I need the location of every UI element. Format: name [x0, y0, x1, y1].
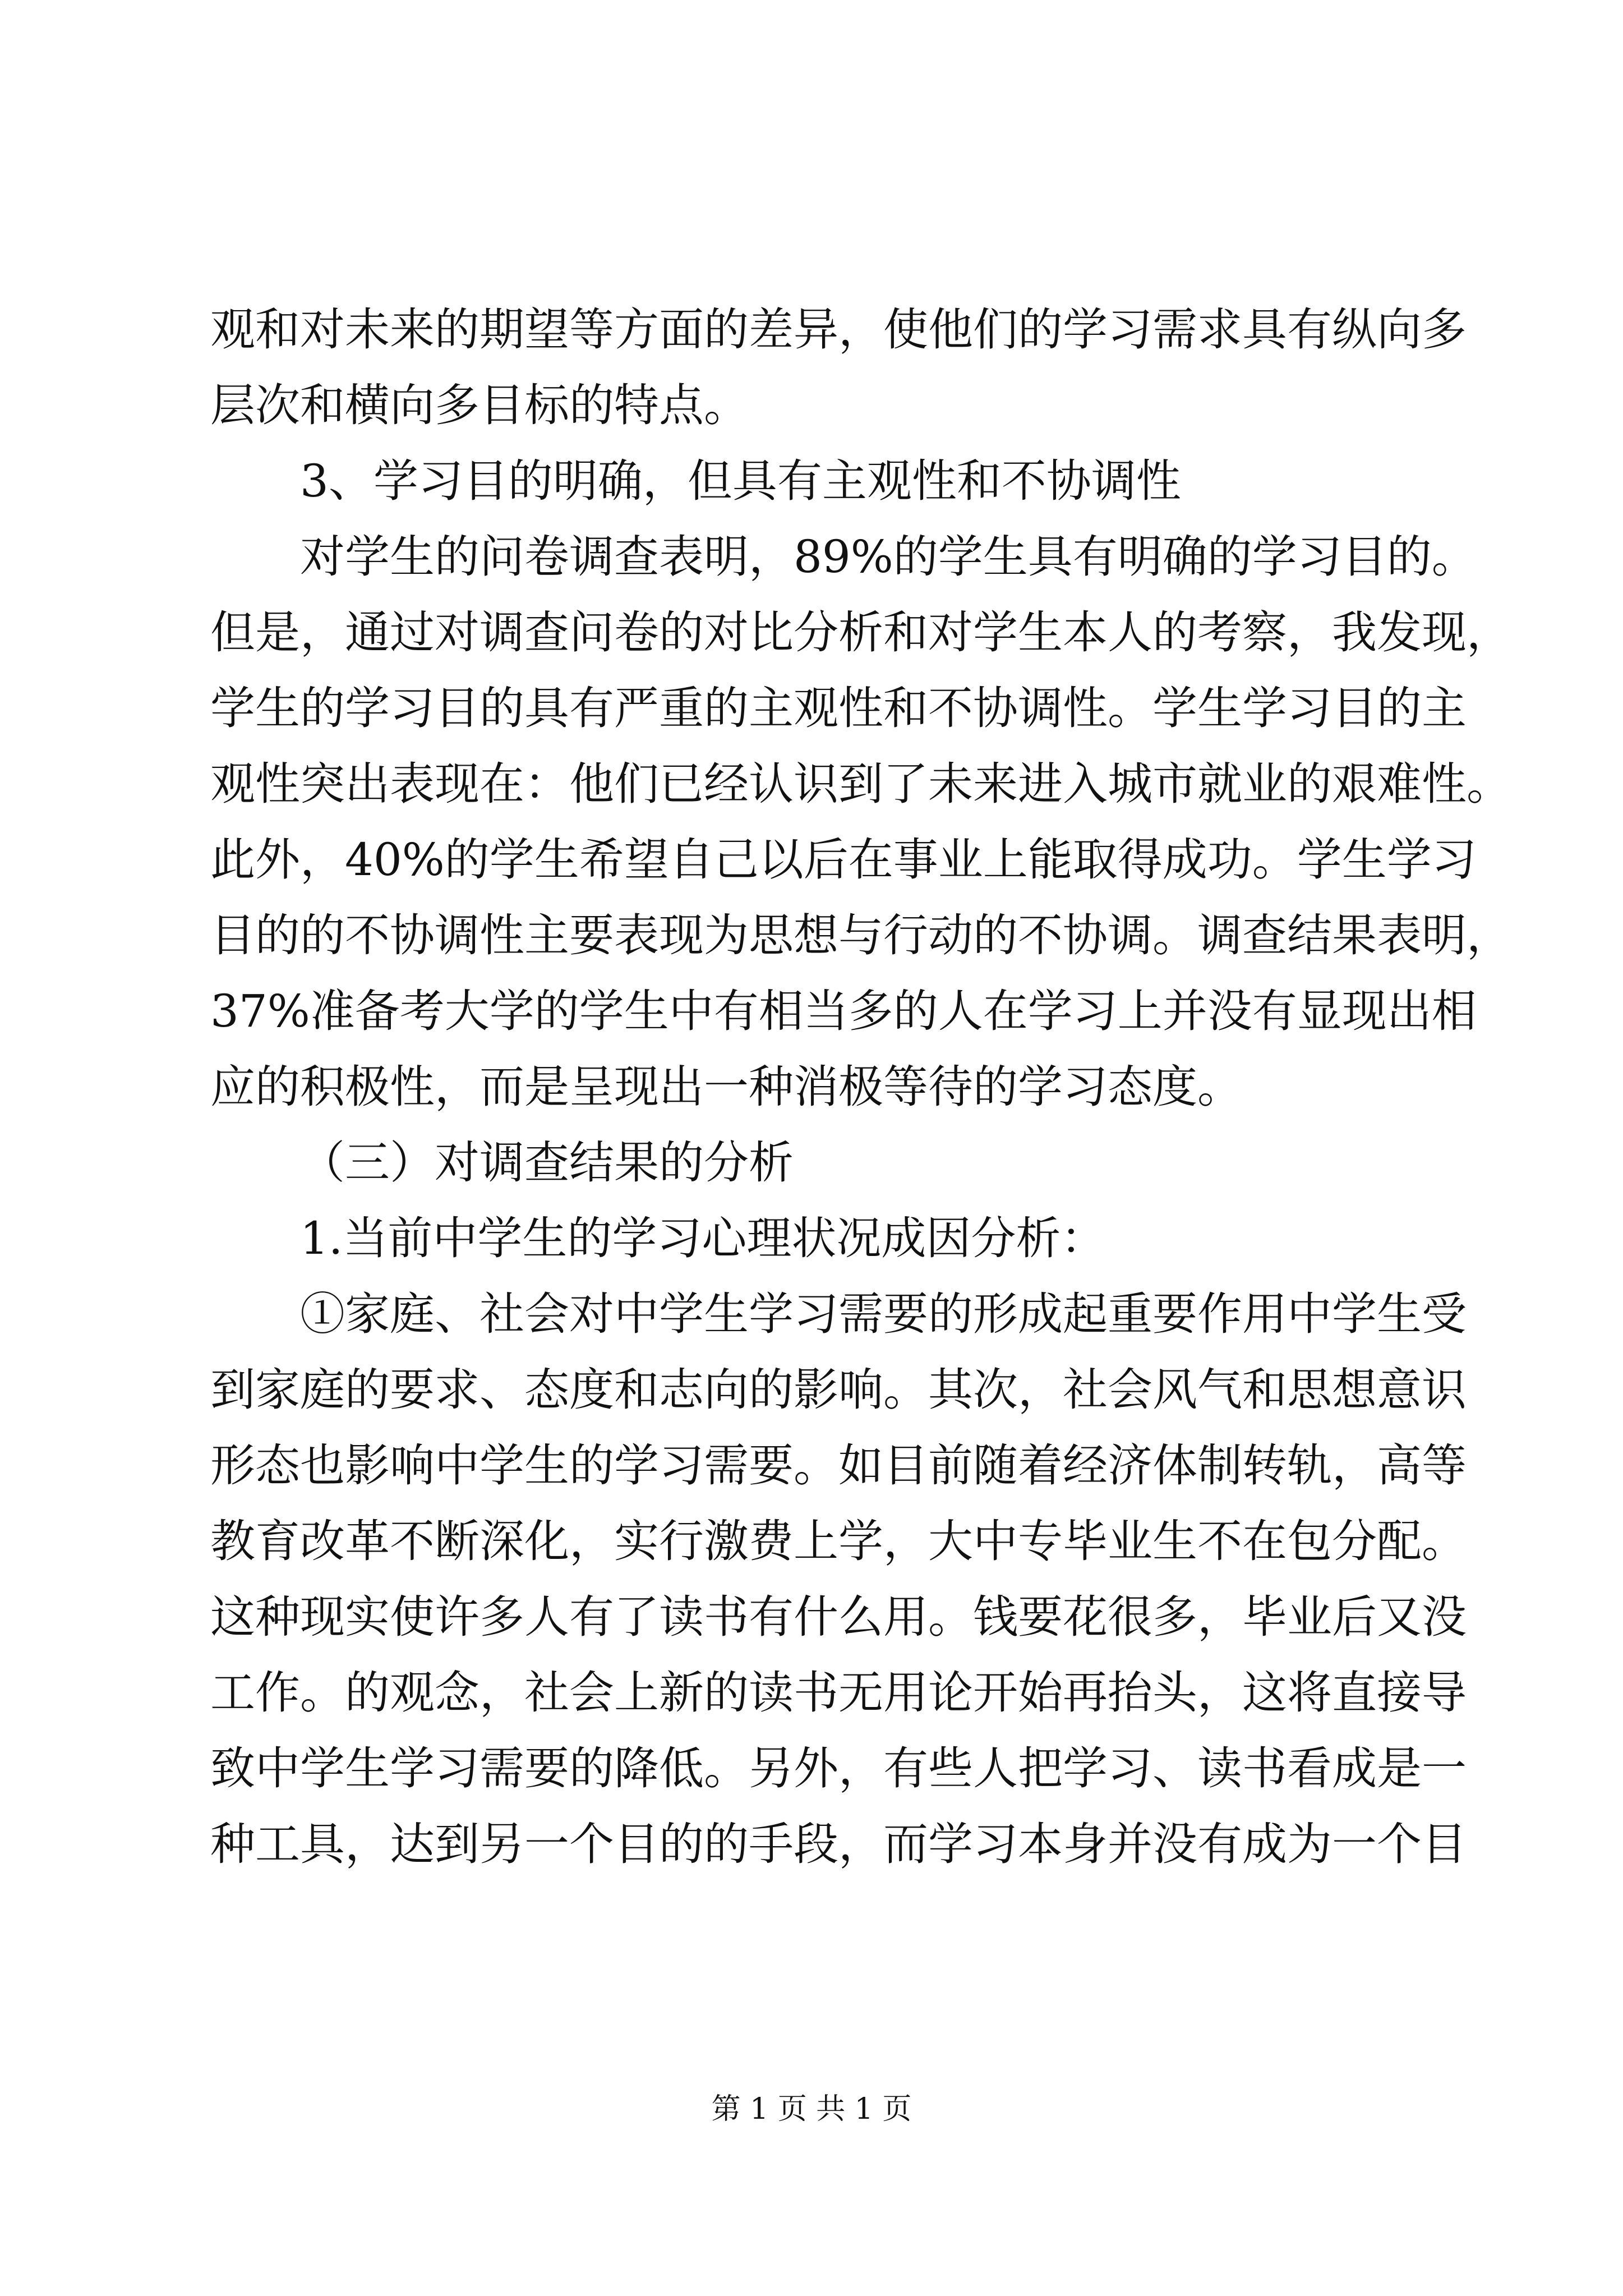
text-line: 但是，通过对调查问卷的对比分析和对学生本人的考察，我发现，	[210, 606, 1511, 659]
text-line: 种工具，达到另一个目的的手段，而学习本身并没有成为一个目	[210, 1818, 1467, 1870]
text-line: 此外，40%的学生希望自己以后在事业上能取得成功。学生学习	[210, 834, 1477, 886]
text-line: 3、学习目的明确，但具有主观性和不协调性	[300, 455, 1181, 507]
text-line: 学生的学习目的具有严重的主观性和不协调性。学生学习目的主	[210, 682, 1467, 734]
text-line: 到家庭的要求、态度和志向的影响。其次，社会风气和思想意识	[210, 1364, 1467, 1416]
page-footer: 第 1 页 共 1 页	[711, 2092, 912, 2126]
text-line: 1.当前中学生的学习心理状况成因分析：	[300, 1212, 1106, 1264]
text-line: 应的积极性，而是呈现出一种消极等待的学习态度。	[210, 1061, 1242, 1113]
text-line: 对学生的问卷调查表明，89%的学生具有明确的学习目的。	[300, 531, 1477, 583]
text-line: 层次和横向多目标的特点。	[210, 379, 749, 431]
text-line: 工作。的观念，社会上新的读书无用论开始再抬头，这将直接导	[210, 1667, 1467, 1719]
document-body	[210, 292, 1511, 1882]
text-line: 观和对未来的期望等方面的差异，使他们的学习需求具有纵向多	[210, 303, 1467, 356]
text-line: 教育改革不断深化，实行激费上学，大中专毕业生不在包分配。	[210, 1515, 1467, 1567]
text-line: 37%准备考大学的学生中有相当多的人在学习上并没有显现出相	[210, 985, 1477, 1037]
text-line: 观性突出表现在：他们已经认识到了未来进入城市就业的艰难性。	[210, 758, 1511, 810]
text-line: 这种现实使许多人有了读书有什么用。钱要花很多，毕业后又没	[210, 1591, 1467, 1643]
text-line: （三）对调查结果的分析	[300, 1137, 794, 1189]
text-line: 形态也影响中学生的学习需要。如目前随着经济体制转轨，高等	[210, 1439, 1467, 1492]
text-line: 致中学生学习需要的降低。另外，有些人把学习、读书看成是一	[210, 1742, 1467, 1795]
text-line: 目的的不协调性主要表现为思想与行动的不协调。调查结果表明，	[210, 909, 1511, 961]
text-line: ①家庭、社会对中学生学习需要的形成起重要作用中学生受	[300, 1288, 1467, 1340]
